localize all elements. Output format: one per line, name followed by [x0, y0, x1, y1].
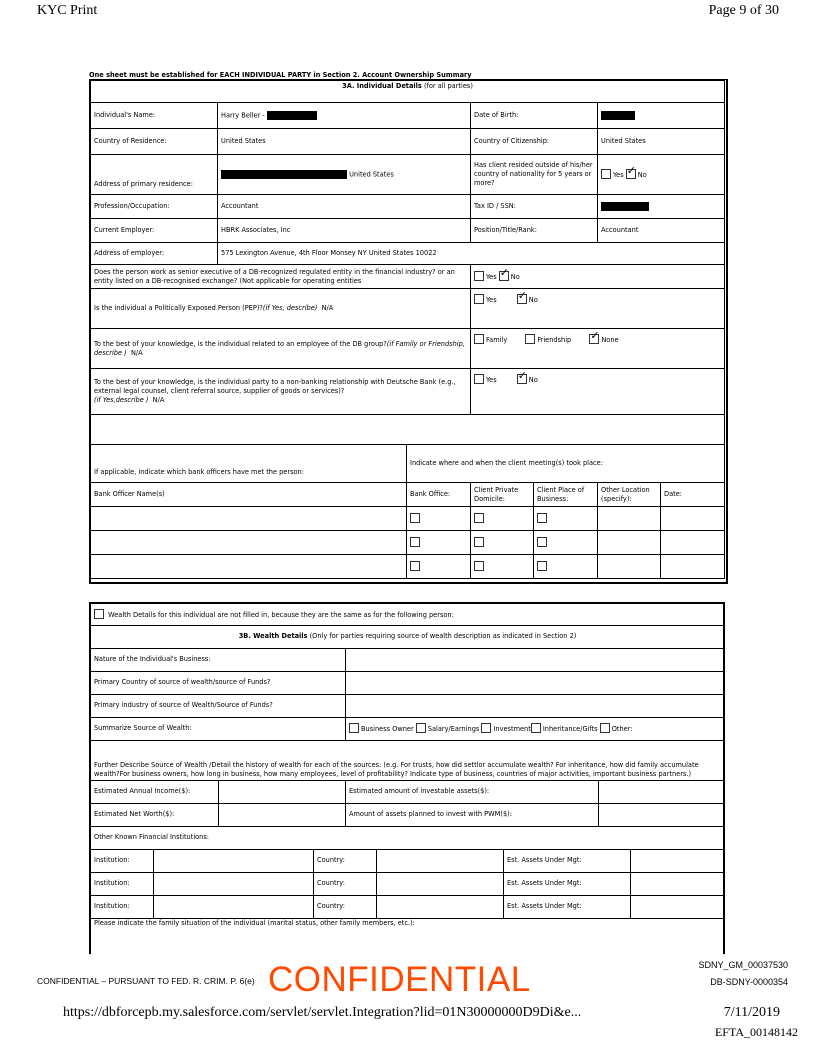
page-number: Page 9 of 30 [708, 3, 779, 18]
officers-label: If applicable, indicate which bank officers have met the person: [91, 445, 407, 483]
residence-label: Country of Residence: [91, 129, 218, 155]
address-value: United States [218, 155, 471, 195]
resided-options: Yes ✓ No [598, 155, 725, 195]
primary-country-label: Primary Country of source of wealth/source of Funds? [91, 671, 346, 694]
related-question: To the best of your knowledge, is the individual related to an employee of the DB group?(if Family or Friendship, describe ) N/A [91, 329, 471, 369]
further-describe: Further Describe Source of Wealth /Detail the history of wealth for each of the sources: (e.g. For trusts, how did settlor accumulate wealth? For inheritance, how did family accumulate wealth?For business owners, how long in business, how many employees, level of profitability? Indicate type of business, countries of major activities, important business partners.) [91, 740, 725, 780]
table-row [91, 895, 725, 918]
nature-label: Nature of the Individual's Business: [91, 648, 346, 671]
none-checkbox[interactable] [589, 334, 599, 344]
bates-stamp-db: DB-SDNY-0000354 [710, 977, 788, 987]
profession-label: Profession/Occupation: [91, 195, 218, 219]
print-title: KYC Print [37, 3, 98, 18]
address-label: Address of primary residence: [91, 155, 218, 195]
bates-stamp-sdny: SDNY_GM_00037530 [698, 960, 788, 970]
meeting-label: Indicate where and when the client meeting(s) took place: [407, 445, 725, 483]
aum-label: Est. Assets Under Mgt: [504, 872, 631, 895]
no-checkbox[interactable] [517, 294, 527, 304]
position-value: Accountant [598, 219, 725, 243]
client-private-header: Client Private Domicile: [471, 483, 534, 507]
redaction [601, 202, 649, 211]
profession-value: Accountant [218, 195, 471, 219]
section-3b-title: 3B. Wealth Details (Only for parties requiring source of wealth description as indicated in Section 2) [91, 625, 725, 648]
client-place-checkbox[interactable] [537, 561, 547, 571]
confidential-watermark: CONFIDENTIAL [268, 960, 531, 999]
bank-office-checkbox[interactable] [410, 561, 420, 571]
nonbank-options: Yes ✓ No [471, 369, 725, 415]
client-private-checkbox[interactable] [474, 513, 484, 523]
spacer-row [91, 415, 725, 445]
efta-stamp: EFTA_00148142 [714, 1025, 798, 1039]
related-options: Family Friendship ✓ None [471, 329, 725, 369]
investment-checkbox[interactable] [481, 723, 491, 733]
net-worth-label: Estimated Net Worth($): [91, 803, 219, 826]
dob-value [598, 103, 725, 129]
nature-value [346, 648, 725, 671]
pep-options: Yes ✓ No [471, 289, 725, 329]
primary-industry-label: Primary industry of source of Wealth/Source of Funds? [91, 694, 346, 717]
print-date: 7/11/2019 [723, 1005, 780, 1020]
client-place-header: Client Place of Business: [534, 483, 598, 507]
client-private-checkbox[interactable] [474, 537, 484, 547]
net-worth-value [219, 803, 346, 826]
institution-label: Institution: [91, 849, 154, 872]
country-label: Country: [314, 895, 377, 918]
citizenship-label: Country of Citizenship: [471, 129, 598, 155]
table-row [91, 507, 725, 531]
nonbank-question: To the best of your knowledge, is the individual party to a non-banking relationship with Deutsche Bank (e.g., external legal counsel, client referral source, supplier of goods or services)? (if Yes,describe ) N/A [91, 369, 471, 415]
employer-address-label: Address of employer: [91, 243, 218, 265]
pep-question: Is the individual a Politically Exposed Person (PEP)?(if Yes, describe) N/A [91, 289, 471, 329]
yes-checkbox[interactable] [474, 294, 484, 304]
bank-office-header: Bank Office: [407, 483, 471, 507]
salary-checkbox[interactable] [416, 723, 426, 733]
officer-names-header: Bank Officer Name(s) [91, 483, 407, 507]
employer-label: Current Employer: [91, 219, 218, 243]
summarize-label: Summarize Source of Wealth: [91, 717, 346, 740]
primary-industry-value [346, 694, 725, 717]
same-as-row: Wealth Details for this individual are not filled in, because they are the same as for the following person: [91, 603, 725, 625]
senior-question: Does the person work as senior executive of a DB-recognized regulated entity in the financial industry? or an entity listed on a DB-recognised exchange? (Not applicable for operating entities [91, 265, 471, 289]
client-private-checkbox[interactable] [474, 561, 484, 571]
table-row [91, 555, 725, 579]
aum-label: Est. Assets Under Mgt: [504, 895, 631, 918]
section-3a-table [90, 80, 725, 579]
client-place-checkbox[interactable] [537, 513, 547, 523]
employer-value: HBRK Associates, Inc [218, 219, 471, 243]
business-owner-checkbox[interactable] [349, 723, 359, 733]
bank-office-checkbox[interactable] [410, 513, 420, 523]
tax-label: Tax ID / SSN: [471, 195, 598, 219]
section-3a-title: 3A. Individual Details (for all parties) [91, 81, 725, 103]
aum-label: Est. Assets Under Mgt: [504, 849, 631, 872]
redaction [601, 111, 635, 120]
investable-value [599, 780, 725, 803]
position-label: Position/Title/Rank: [471, 219, 598, 243]
no-checkbox[interactable] [499, 271, 509, 281]
annual-income-label: Estimated Annual Income($): [91, 780, 219, 803]
redaction [221, 170, 347, 179]
other-checkbox[interactable] [600, 723, 610, 733]
source-url: https://dbforcepb.my.salesforce.com/servlet/servlet.Integration?lid=01N30000000D9Di&e... [63, 1005, 582, 1020]
family-situation-label: Please indicate the family situation of the individual (marital status, other family members, etc.): [91, 918, 725, 933]
planned-value [599, 803, 725, 826]
summarize-options: Business Owner Salary/Earnings Investment Inheritance/Gifts Other: [346, 717, 725, 740]
family-checkbox[interactable] [474, 334, 484, 344]
primary-country-value [346, 671, 725, 694]
yes-checkbox[interactable] [474, 374, 484, 384]
institution-label: Institution: [91, 872, 154, 895]
planned-label: Amount of assets planned to invest with PWM($): [346, 803, 599, 826]
section-3b-right-border [723, 602, 725, 954]
citizenship-value: United States [598, 129, 725, 155]
table-row [91, 872, 725, 895]
institution-label: Institution: [91, 895, 154, 918]
inheritance-checkbox[interactable] [531, 723, 541, 733]
intro-instruction: One sheet must be established for EACH INDIVIDUAL PARTY in Section 2. Account Ownership Summary [89, 71, 472, 79]
no-checkbox[interactable] [517, 374, 527, 384]
redaction [267, 111, 317, 120]
same-as-checkbox[interactable] [94, 609, 104, 619]
annual-income-value [219, 780, 346, 803]
client-place-checkbox[interactable] [537, 537, 547, 547]
tax-value [598, 195, 725, 219]
table-row [91, 849, 725, 872]
date-header: Date: [661, 483, 725, 507]
section-3b-table [90, 602, 725, 933]
senior-options: Yes ✓ No [471, 265, 725, 289]
investable-label: Estimated amount of investable assets($): [346, 780, 599, 803]
other-fi-label: Other Known Financial Institutions: [91, 826, 725, 849]
country-label: Country: [314, 849, 377, 872]
table-row [91, 531, 725, 555]
confidential-notice: CONFIDENTIAL – PURSUANT TO FED. R. CRIM. P. 6(e) [37, 976, 255, 986]
name-label: Individual's Name: [91, 103, 218, 129]
yes-checkbox[interactable] [474, 271, 484, 281]
yes-checkbox[interactable] [601, 169, 611, 179]
country-label: Country: [314, 872, 377, 895]
name-value: Harry Beller - [218, 103, 471, 129]
residence-value: United States [218, 129, 471, 155]
employer-address-value: 575 Lexington Avenue, 4th Floor Monsey NY United States 10022 [218, 243, 725, 265]
bank-office-checkbox[interactable] [410, 537, 420, 547]
section-3b-left-border [89, 602, 91, 954]
other-location-header: Other Location (specify): [598, 483, 661, 507]
resided-label: Has client resided outside of his/her country of nationality for 5 years or more? [471, 155, 598, 195]
no-checkbox[interactable] [626, 169, 636, 179]
dob-label: Date of Birth: [471, 103, 598, 129]
friendship-checkbox[interactable] [525, 334, 535, 344]
